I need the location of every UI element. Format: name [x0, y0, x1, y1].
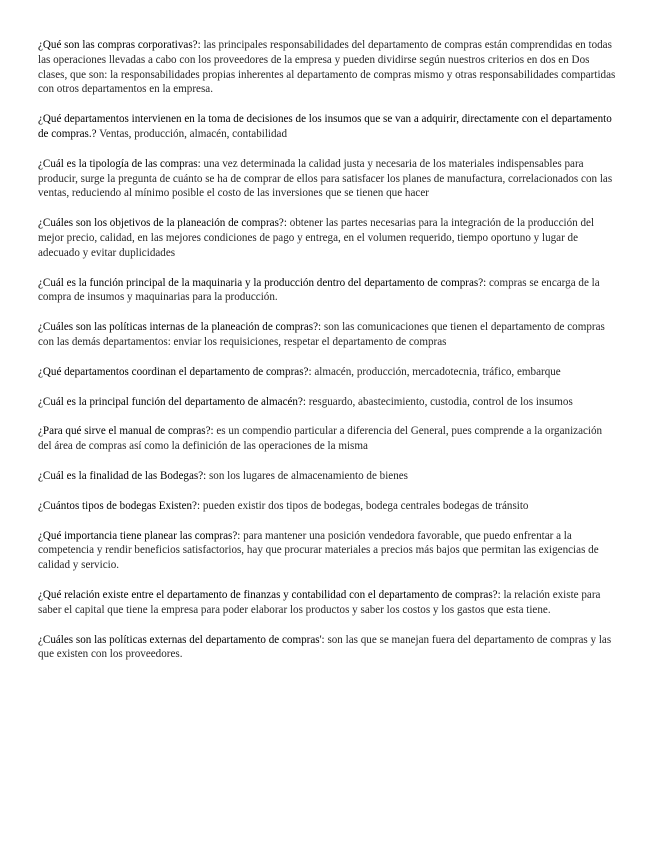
qa-item — [38, 216, 618, 260]
answer-text: la relación existe para saber el capital que tiene la empresa para poder elaborar los productos y saber los costos y los gastos que esta tiene. — [38, 588, 601, 616]
document-page — [38, 38, 618, 677]
question-text: ¿Qué departamentos coordinan el departamento de compras?: — [38, 365, 312, 378]
question-text: ¿Qué departamentos intervienen en la toma de decisiones de los insumos que se van a adquirir, directamente con el departamento de compras.? — [38, 113, 612, 140]
answer-text: resguardo, abastecimiento, custodia, control de los insumos — [308, 395, 573, 408]
answer-text: son las que se manejan fuera del departamento de compras y las que existen con los proveedores. — [38, 633, 612, 661]
answer-text: almacén, producción, mercadotecnia, tráfico, embarque — [314, 365, 561, 378]
answer-text: compras se encarga de la compra de insumos y maquinarias para la producción. — [38, 276, 600, 304]
qa-item — [38, 588, 618, 618]
question-text: ¿Cuál es la finalidad de las Bodegas?: — [38, 469, 207, 482]
question-text: ¿Cuáles son los objetivos de la planeación de compras?: — [38, 217, 287, 230]
question-text: ¿Qué relación existe entre el departamento de finanzas y contabilidad con el departamento de compras?: — [38, 588, 501, 601]
question-text: ¿Cuántos tipos de bodegas Existen?: — [38, 499, 201, 512]
question-text: ¿Cuál es la función principal de la maquinaria y la producción dentro del departamento de compras?: — [38, 276, 487, 289]
qa-item — [38, 276, 618, 306]
question-text: ¿Qué son las compras corporativas?: — [38, 39, 201, 51]
qa-item — [38, 320, 618, 350]
answer-text: son los lugares de almacenamiento de bienes — [208, 469, 408, 482]
answer-text: para mantener una posición vendedora favorable, que puedo enfrentar a la competencia y rendir beneficios satisfactorios, hay que procurar materiales a precios más bajos que permitan las exigencias de calidad y servicio. — [38, 529, 599, 572]
answer-text: una vez determinada la calidad justa y necesaria de los materiales indispensables para producir, surge la pregunta de cuánto se ha de comprar de ellos para satisfacer los planes de manufactura, correlacionados con las ventas, reduciendo al mínimo posible el costo de las inversiones que se tienen que hacer — [38, 157, 613, 200]
answer-text: obtener las partes necesarias para la integración de la producción del mejor precio, calidad, en las mejores condiciones de pago y entrega, en el volumen requerido, tiempo oportuno y lugar de adecuado y evitar duplicidades — [38, 217, 595, 259]
answer-text: son las comunicaciones que tienen el departamento de compras con las demás departamentos: enviar los requisiciones, respetar el departamento de compras — [38, 321, 605, 348]
question-text: ¿Qué importancia tiene planear las compras?: — [38, 529, 241, 542]
answer-text: es un compendio particular a diferencia del General, pues comprende a la organización del área de compras así como la definición de las operaciones de la misma — [38, 425, 603, 453]
question-text: ¿Cuál es la principal función del departamento de almacén?: — [38, 395, 306, 408]
answer-text: Ventas, producción, almacén, contabilidad — [99, 127, 288, 140]
question-text: ¿Cuál es la tipología de las compras: — [38, 157, 201, 170]
qa-item — [38, 112, 618, 142]
qa-item — [38, 499, 618, 514]
qa-item — [38, 529, 618, 573]
answer-text: las principales responsabilidades del departamento de compras están comprendidas en todas las operaciones llevadas a cabo con los proveedores de la empresa y pueden dividirse según nuestros criterios en dos en Dos clases, que son: la responsabilidades propias inherentes al departamento de compras mismo y otras responsabilidades compartidas con otros departamentos en la empresa. — [38, 39, 616, 96]
qa-item — [38, 633, 618, 663]
qa-item — [38, 395, 618, 410]
qa-item — [38, 424, 618, 454]
qa-item — [38, 469, 618, 484]
answer-text: pueden existir dos tipos de bodegas, bodega centrales bodegas de tránsito — [202, 499, 529, 512]
qa-item — [38, 38, 618, 97]
qa-item — [38, 157, 618, 201]
qa-item — [38, 365, 618, 380]
question-text: ¿Para qué sirve el manual de compras?: — [38, 425, 214, 438]
question-text: ¿Cuáles son las políticas internas de la planeación de compras?: — [38, 321, 322, 334]
question-text: ¿Cuáles son las políticas externas del departamento de compras': — [38, 633, 325, 646]
